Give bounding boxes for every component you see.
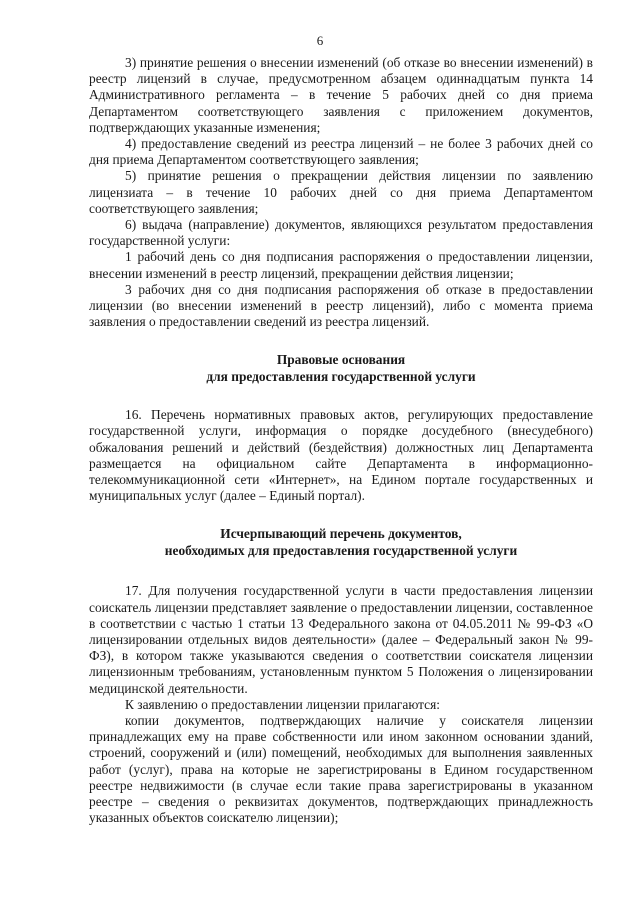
document-body [89,55,593,826]
section-heading-documents [89,526,593,559]
paragraph-16: 16. Перечень нормативных правовых актов, регулирующих предоставление государственной услуги, информация о порядке досудебного (внесудебного) обжалования решений и действий (бездействия) должностных лиц Департамента размещается на официальном сайте Департамента в информационно-телекоммуникационной сети «Интернет», на Едином портале государственных и муниципальных услуг (далее – Единый портал). [89,407,593,504]
item-6-sub-2-paragraph: 3 рабочих дня со дня подписания распоряжения об отказе в предоставлении лицензии (во внесении изменений в реестр лицензий), либо с момента приема заявления о предоставлении сведений из реестра лицензий. [89,281,593,330]
page-number: 6 [316,33,324,48]
item-3-paragraph: 3) принятие решения о внесении изменений (об отказе во внесении изменений) в реестр лицензий в случае, предусмотренном абзацем одиннадцатым пункта 14 Административного регламента – в течение 5 рабочих дней со дня приема Департаментом соответствующего заявления с приложением документов, подтверждающих указанные изменения; [89,55,593,135]
paragraph-17: 17. Для получения государственной услуги в части предоставления лицензии соискатель лицензии представляет заявление о предоставлении лицензии, составленное в соответствии с частью 1 статьи 13 Федерального закона от 04.05.2011 № 99-ФЗ «О лицензировании отдельных видов деятельности» (далее – Федеральный закон № 99-ФЗ), в котором также указываются сведения о соответствии соискателя лицензии лицензионным требованиям, установленным пунктом 5 Положения о лицензировании медицинской деятельности. [89,583,593,696]
item-6-paragraph: 6) выдача (направление) документов, являющихся результатом предоставления государственной услуги: [89,217,593,249]
attachment-copies-paragraph: копии документов, подтверждающих наличие у соискателя лицензии принадлежащих ему на праве собственности или ином законном основании зданий, строений, сооружений и (или) помещений, необходимых для выполнения заявленных работ (услуг), права на которые не зарегистрированы в Едином государственном реестре недвижимости (в случае если такие права зарегистрированы в указанном реестре – сведения о реквизитах документов, подтверждающих принадлежность указанных объектов соискателю лицензии); [89,712,593,826]
item-4-paragraph: 4) предоставление сведений из реестра лицензий – не более 3 рабочих дней со дня приема Департаментом соответствующего заявления; [89,136,593,168]
item-6-sub-1-paragraph: 1 рабочий день со дня подписания распоряжения о предоставлении лицензии, внесении изменений в реестр лицензий, прекращении действия лицензии; [89,249,593,281]
attachments-intro-paragraph: К заявлению о предоставлении лицензии прилагаются: [125,696,441,712]
item-5-paragraph: 5) принятие решения о прекращении действия лицензии по заявлению лицензиата – в течение 10 рабочих дней со дня приема Департаментом соответствующего заявления; [89,168,593,216]
section-heading-line-2: необходимых для предоставления государственной услуги [164,542,518,558]
section-heading-line-1: Исчерпывающий перечень документов, [220,526,462,542]
section-heading-legal-basis [89,352,593,385]
section-heading-line-2: для предоставления государственной услуги [206,368,476,384]
section-heading-line-1: Правовые основания [276,352,406,368]
